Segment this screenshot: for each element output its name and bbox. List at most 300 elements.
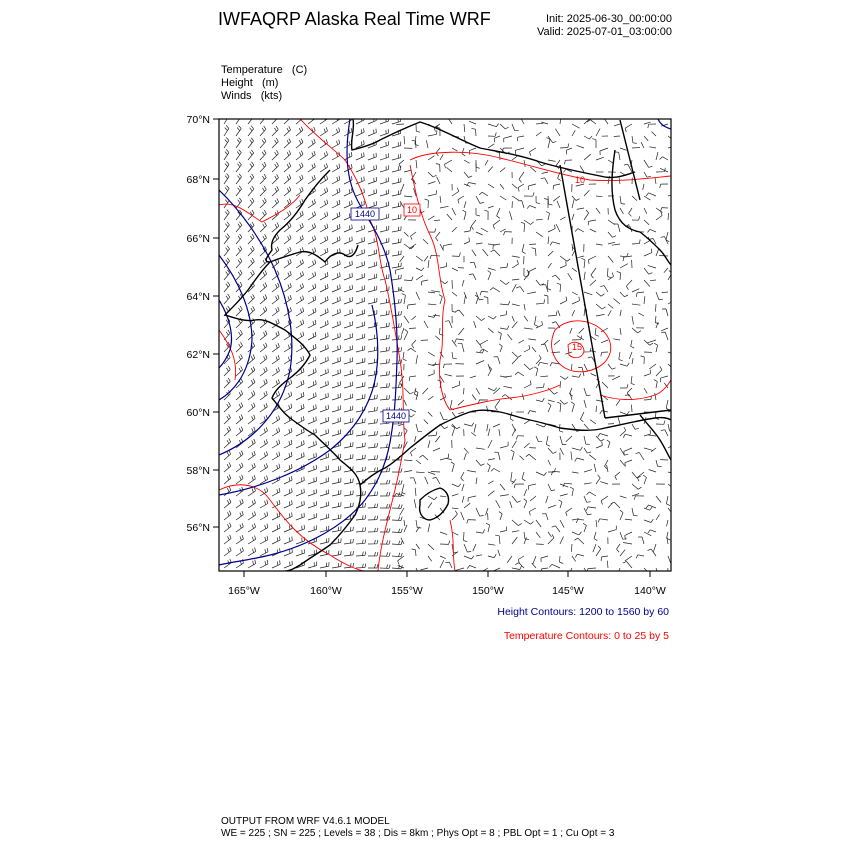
- wind-barb: [524, 499, 527, 508]
- wind-barb: [332, 224, 340, 232]
- wind-barb: [488, 167, 493, 173]
- wind-barb: [284, 561, 292, 568]
- wind-barb: [224, 138, 229, 149]
- wind-barb: [488, 554, 496, 557]
- wind-barb: [332, 430, 341, 437]
- wind-barb: [548, 403, 551, 412]
- wind-barb: [320, 429, 329, 436]
- wind-barb: [522, 394, 524, 400]
- wind-barb: [356, 165, 364, 173]
- wind-barb: [620, 510, 623, 520]
- wind-barb: [320, 236, 328, 244]
- wind-barb: [428, 304, 436, 305]
- wind-barb: [332, 345, 341, 352]
- wind-barb: [668, 440, 676, 448]
- wind-barb: [260, 210, 266, 220]
- wind-barb: [608, 304, 613, 308]
- wind-barb: [332, 514, 341, 520]
- wind-barb: [272, 524, 280, 532]
- wind-barb: [296, 259, 304, 268]
- wind-barb: [320, 284, 328, 292]
- wind-barb: [452, 340, 457, 347]
- wind-barb: [434, 220, 440, 221]
- variable-temperature: Temperature (C): [221, 64, 308, 76]
- wind-barb: [572, 292, 578, 295]
- wind-barb: [236, 403, 243, 413]
- wind-barb: [380, 165, 389, 172]
- wind-barb: [308, 296, 316, 304]
- wind-barb: [615, 472, 620, 480]
- wind-barb: [533, 556, 536, 564]
- wind-barb: [458, 412, 464, 414]
- wind-barb: [602, 382, 608, 388]
- wind-barb: [536, 321, 543, 328]
- wind-barb: [620, 411, 629, 414]
- wind-barb: [296, 296, 304, 305]
- wind-barb: [659, 256, 668, 257]
- wind-barb: [260, 500, 268, 508]
- wind-barb: [644, 268, 652, 274]
- wind-barb: [368, 153, 376, 160]
- wind-barb: [507, 334, 512, 340]
- wind-barb: [344, 357, 353, 364]
- height-contours-legend: Height Contours: 1200 to 1560 by 60: [497, 606, 669, 618]
- wind-barb: [296, 452, 304, 460]
- wind-barb: [236, 162, 241, 172]
- wind-barb: [644, 220, 649, 225]
- wind-barb: [608, 526, 616, 532]
- wind-barb: [668, 351, 676, 354]
- wind-barb: [625, 519, 632, 520]
- wind-barb: [444, 374, 452, 376]
- wind-barb: [452, 253, 461, 257]
- wind-barb: [344, 225, 352, 233]
- wind-barb: [451, 462, 454, 472]
- wind-barb: [632, 484, 642, 489]
- wind-barb: [464, 172, 472, 178]
- wind-barb: [404, 196, 412, 197]
- wind-barb: [572, 214, 574, 220]
- wind-barb: [548, 196, 552, 205]
- wind-barb: [260, 150, 266, 160]
- wind-barb: [248, 138, 254, 148]
- wind-barb: [560, 217, 566, 220]
- wind-barb: [524, 304, 525, 310]
- wind-barb: [356, 152, 364, 160]
- wind-barb: [476, 340, 480, 345]
- wind-barb: [524, 316, 528, 321]
- wind-barb: [464, 503, 470, 508]
- wind-barb: [584, 424, 589, 429]
- wind-barb: [410, 409, 416, 412]
- wind-barb: [572, 297, 580, 304]
- wind-barb: [529, 184, 536, 190]
- wind-barb: [440, 412, 448, 420]
- wind-barb: [416, 160, 417, 168]
- wind-barb: [224, 222, 229, 232]
- wind-barb: [571, 364, 572, 370]
- wind-barb: [467, 520, 476, 524]
- variable-height: Height (m): [221, 77, 279, 89]
- wind-barb: [511, 450, 514, 460]
- wind-barb: [424, 321, 428, 328]
- wind-barb: [536, 132, 541, 136]
- wind-barb: [661, 328, 668, 331]
- wind-barb: [584, 496, 591, 502]
- wind-barb: [668, 484, 678, 490]
- temperature-contours-legend: Temperature Contours: 0 to 25 by 5: [503, 630, 669, 642]
- wind-barb: [308, 417, 316, 424]
- wind-barb: [332, 164, 340, 172]
- wind-barb: [463, 210, 467, 220]
- wind-barb: [467, 471, 476, 473]
- wind-barb: [236, 270, 242, 280]
- wind-barb: [380, 141, 389, 148]
- wind-barb: [368, 455, 378, 460]
- wind-barb: [445, 562, 452, 568]
- wind-barb: [425, 199, 429, 208]
- wind-barb: [643, 184, 644, 190]
- wind-barb: [452, 188, 459, 196]
- wind-barb: [548, 460, 551, 465]
- wind-barb: [356, 564, 366, 568]
- wind-barb: [428, 412, 432, 417]
- wind-barb: [661, 332, 668, 340]
- wind-barb: [380, 444, 390, 448]
- wind-barb: [236, 547, 244, 556]
- wind-barb: [596, 304, 606, 309]
- wind-barb: [548, 225, 555, 232]
- wind-barb: [500, 495, 509, 496]
- wind-barb: [320, 224, 328, 232]
- wind-barb: [260, 403, 267, 412]
- wind-barb: [320, 417, 329, 424]
- wind-barb: [650, 280, 656, 281]
- wind-barb: [408, 348, 416, 352]
- wind-barb: [332, 357, 341, 364]
- wind-barb: [368, 346, 377, 352]
- wind-barb: [547, 280, 551, 290]
- wind-barb: [476, 448, 485, 449]
- wind-barb: [260, 198, 266, 208]
- wind-barb: [412, 340, 416, 348]
- wind-barb: [546, 496, 548, 503]
- wind-barb: [655, 393, 656, 400]
- wind-barb: [636, 555, 644, 559]
- wind-barb: [446, 458, 452, 460]
- wind-barb: [499, 429, 500, 436]
- wind-barb: [260, 283, 267, 293]
- wind-barb: [620, 460, 625, 466]
- boundaries: [560, 120, 671, 418]
- wind-barb: [356, 527, 366, 532]
- wind-barb: [260, 355, 267, 364]
- wind-barb: [356, 334, 365, 340]
- wind-barb: [356, 539, 366, 544]
- wind-barb: [344, 297, 353, 304]
- wind-barb: [655, 316, 659, 324]
- wind-barb: [392, 190, 401, 196]
- wind-barb: [488, 328, 494, 333]
- wind-barb: [541, 178, 548, 184]
- wind-barb: [458, 400, 464, 405]
- wind-barb: [538, 362, 548, 366]
- wind-barb: [548, 448, 556, 454]
- wind-barb: [532, 347, 536, 352]
- wind-barb: [260, 488, 268, 497]
- wind-barb: [368, 552, 378, 556]
- wind-barb: [497, 208, 500, 218]
- wind-barb: [654, 343, 658, 352]
- wind-barb: [474, 424, 476, 433]
- wind-barb: [596, 196, 603, 197]
- wind-barb: [368, 467, 378, 472]
- contour-label-group: [351, 175, 585, 422]
- model-info-line1: OUTPUT FROM WRF V4.6.1 MODEL: [221, 816, 390, 827]
- wind-barb: [553, 196, 560, 201]
- wind-barb: [248, 234, 254, 244]
- wind-barb: [284, 343, 292, 352]
- wind-barb: [464, 448, 469, 453]
- wind-barb: [527, 205, 536, 208]
- wind-barb: [236, 511, 243, 520]
- wind-barb: [272, 223, 279, 233]
- wind-barb: [455, 310, 464, 316]
- wind-barb: [308, 139, 315, 148]
- wind-barb: [644, 370, 651, 376]
- wind-barb: [431, 291, 440, 292]
- wind-barb: [236, 246, 242, 256]
- wind-barb: [488, 366, 492, 376]
- wind-barb: [416, 520, 421, 528]
- wind-barb: [236, 499, 243, 508]
- wind-barb: [554, 340, 560, 345]
- wind-barb: [496, 500, 500, 508]
- wind-barb: [368, 504, 378, 508]
- wind-barb: [656, 496, 661, 503]
- wind-barb: [546, 436, 550, 446]
- wind-barb: [392, 505, 402, 509]
- wind-barb: [584, 119, 590, 124]
- wind-barb: [549, 564, 560, 568]
- wind-barb: [656, 514, 660, 520]
- wind-barb: [272, 283, 279, 292]
- coastline-north-slope: [352, 119, 635, 177]
- wind-barb: [667, 520, 669, 526]
- wind-barb: [542, 285, 548, 292]
- wind-barb: [552, 275, 560, 280]
- wind-barb: [380, 359, 389, 364]
- wind-barb: [423, 239, 428, 244]
- wind-barb: [419, 455, 428, 460]
- wind-barb: [272, 307, 279, 316]
- wind-barb: [487, 406, 489, 412]
- wind-barb: [248, 174, 254, 184]
- wind-barb: [308, 272, 316, 280]
- wind-barb: [356, 455, 365, 460]
- wind-barb: [392, 251, 401, 257]
- wind-barb: [596, 436, 604, 441]
- wind-barb: [368, 274, 377, 280]
- wind-barb: [570, 392, 572, 400]
- wind-barb: [368, 177, 377, 184]
- wind-barb: [272, 488, 280, 496]
- wind-barb: [260, 162, 266, 172]
- wind-barb: [296, 175, 303, 184]
- wind-barb: [498, 332, 502, 340]
- wind-barb: [488, 184, 494, 188]
- wind-barb: [488, 544, 495, 545]
- wind-barb: [632, 424, 639, 429]
- wind-barb: [488, 123, 499, 126]
- wind-barb: [332, 152, 340, 160]
- wind-barb: [380, 214, 389, 220]
- wind-barb: [224, 438, 231, 448]
- wind-barb: [344, 454, 353, 460]
- wind-barb: [344, 406, 353, 412]
- wind-barb: [493, 220, 500, 229]
- wind-barb: [541, 344, 548, 352]
- temperature-contour: [219, 195, 300, 222]
- wind-barb: [584, 508, 592, 515]
- wind-barb: [491, 469, 500, 473]
- wind-barb: [380, 347, 389, 352]
- wind-barb: [260, 331, 267, 340]
- wind-barb: [623, 256, 632, 261]
- lon-label: 145°W: [552, 585, 584, 597]
- wind-barb: [440, 541, 450, 545]
- wind-barb: [392, 142, 401, 148]
- wind-barb: [392, 529, 402, 533]
- wind-barb: [368, 165, 377, 172]
- wind-barb: [407, 304, 416, 309]
- wind-barb: [392, 263, 401, 268]
- wind-barb: [424, 420, 428, 425]
- wind-barb: [439, 295, 442, 304]
- wind-barb: [474, 321, 476, 328]
- wind-barb: [667, 537, 668, 544]
- wind-barb: [620, 292, 628, 297]
- wind-barb: [248, 258, 254, 268]
- wind-barb: [248, 150, 254, 160]
- wind-barb: [272, 295, 279, 304]
- wind-barb: [296, 513, 304, 520]
- wind-barb: [512, 184, 517, 189]
- wind-barb: [566, 148, 572, 154]
- wind-barb: [392, 468, 402, 472]
- wind-barb: [440, 454, 448, 460]
- wind-barb: [248, 439, 255, 448]
- wind-barb: [524, 220, 534, 225]
- yukon-bc-border: [620, 120, 640, 200]
- wind-barb: [380, 383, 390, 388]
- wind-barb: [452, 511, 457, 520]
- wind-barb: [488, 316, 496, 319]
- temperature-label: 15: [571, 342, 583, 352]
- wind-barb: [518, 556, 524, 563]
- wind-barb: [613, 339, 620, 340]
- wind-barb: [356, 116, 364, 124]
- wind-barb: [596, 129, 600, 137]
- wind-barb: [577, 208, 584, 209]
- wind-barb: [332, 478, 341, 484]
- wind-barb: [611, 502, 620, 508]
- wind-barb: [514, 484, 524, 488]
- wind-barb: [619, 352, 623, 361]
- wind-barb: [248, 463, 255, 472]
- wind-barb: [656, 212, 662, 220]
- wind-barb: [512, 358, 518, 364]
- wind-barb: [284, 126, 291, 136]
- wind-barb: [404, 471, 412, 473]
- wind-barb: [620, 253, 628, 257]
- wind-barb: [260, 343, 267, 352]
- wind-barb: [416, 355, 418, 364]
- wind-barb: [526, 454, 536, 460]
- wind-barb: [308, 380, 316, 388]
- wind-barb: [620, 496, 627, 498]
- wind-barb: [662, 292, 668, 293]
- wind-barb: [236, 463, 243, 472]
- wind-barb: [332, 526, 341, 532]
- wind-barb: [436, 148, 440, 156]
- wind-barb: [296, 127, 303, 136]
- wind-barb: [620, 208, 623, 214]
- wind-barb: [308, 284, 316, 292]
- wind-barb: [572, 532, 582, 535]
- wind-barb: [536, 520, 541, 527]
- wind-barb: [476, 361, 484, 365]
- wind-barb: [224, 125, 229, 136]
- wind-barb: [487, 424, 488, 431]
- wind-barb: [440, 496, 446, 497]
- wind-barb: [584, 388, 591, 396]
- wind-barb: [464, 201, 466, 208]
- wind-barb: [332, 563, 341, 568]
- wind-barb: [470, 376, 476, 378]
- wind-barb: [583, 523, 586, 532]
- wind-barb: [553, 184, 560, 190]
- wind-barb: [625, 124, 632, 132]
- wind-barb: [452, 381, 460, 388]
- wind-barb: [512, 441, 517, 448]
- wind-barb: [248, 499, 256, 508]
- wind-barb: [260, 391, 267, 400]
- wind-barb: [402, 328, 405, 335]
- wind-barb: [320, 200, 328, 208]
- wind-barb: [504, 376, 512, 377]
- wind-barb: [248, 379, 255, 388]
- wind-barb: [332, 116, 340, 125]
- wind-barb: [632, 148, 640, 149]
- wind-barb: [536, 472, 547, 476]
- page-title: IWFAQRP Alaska Real Time WRF: [218, 9, 491, 29]
- wind-barb: [344, 309, 353, 316]
- wind-barb: [584, 272, 585, 280]
- wind-barb: [380, 177, 389, 184]
- wind-barb: [392, 178, 401, 184]
- wind-barb: [404, 316, 409, 323]
- wind-barb: [308, 308, 316, 316]
- wind-barb: [320, 405, 329, 412]
- wind-barb: [332, 272, 340, 280]
- wind-barb: [224, 174, 229, 185]
- wind-barb: [577, 145, 585, 148]
- wind-barb: [488, 388, 497, 391]
- wind-barb: [512, 531, 519, 532]
- wind-barb: [512, 156, 517, 160]
- wind-barb: [320, 163, 328, 172]
